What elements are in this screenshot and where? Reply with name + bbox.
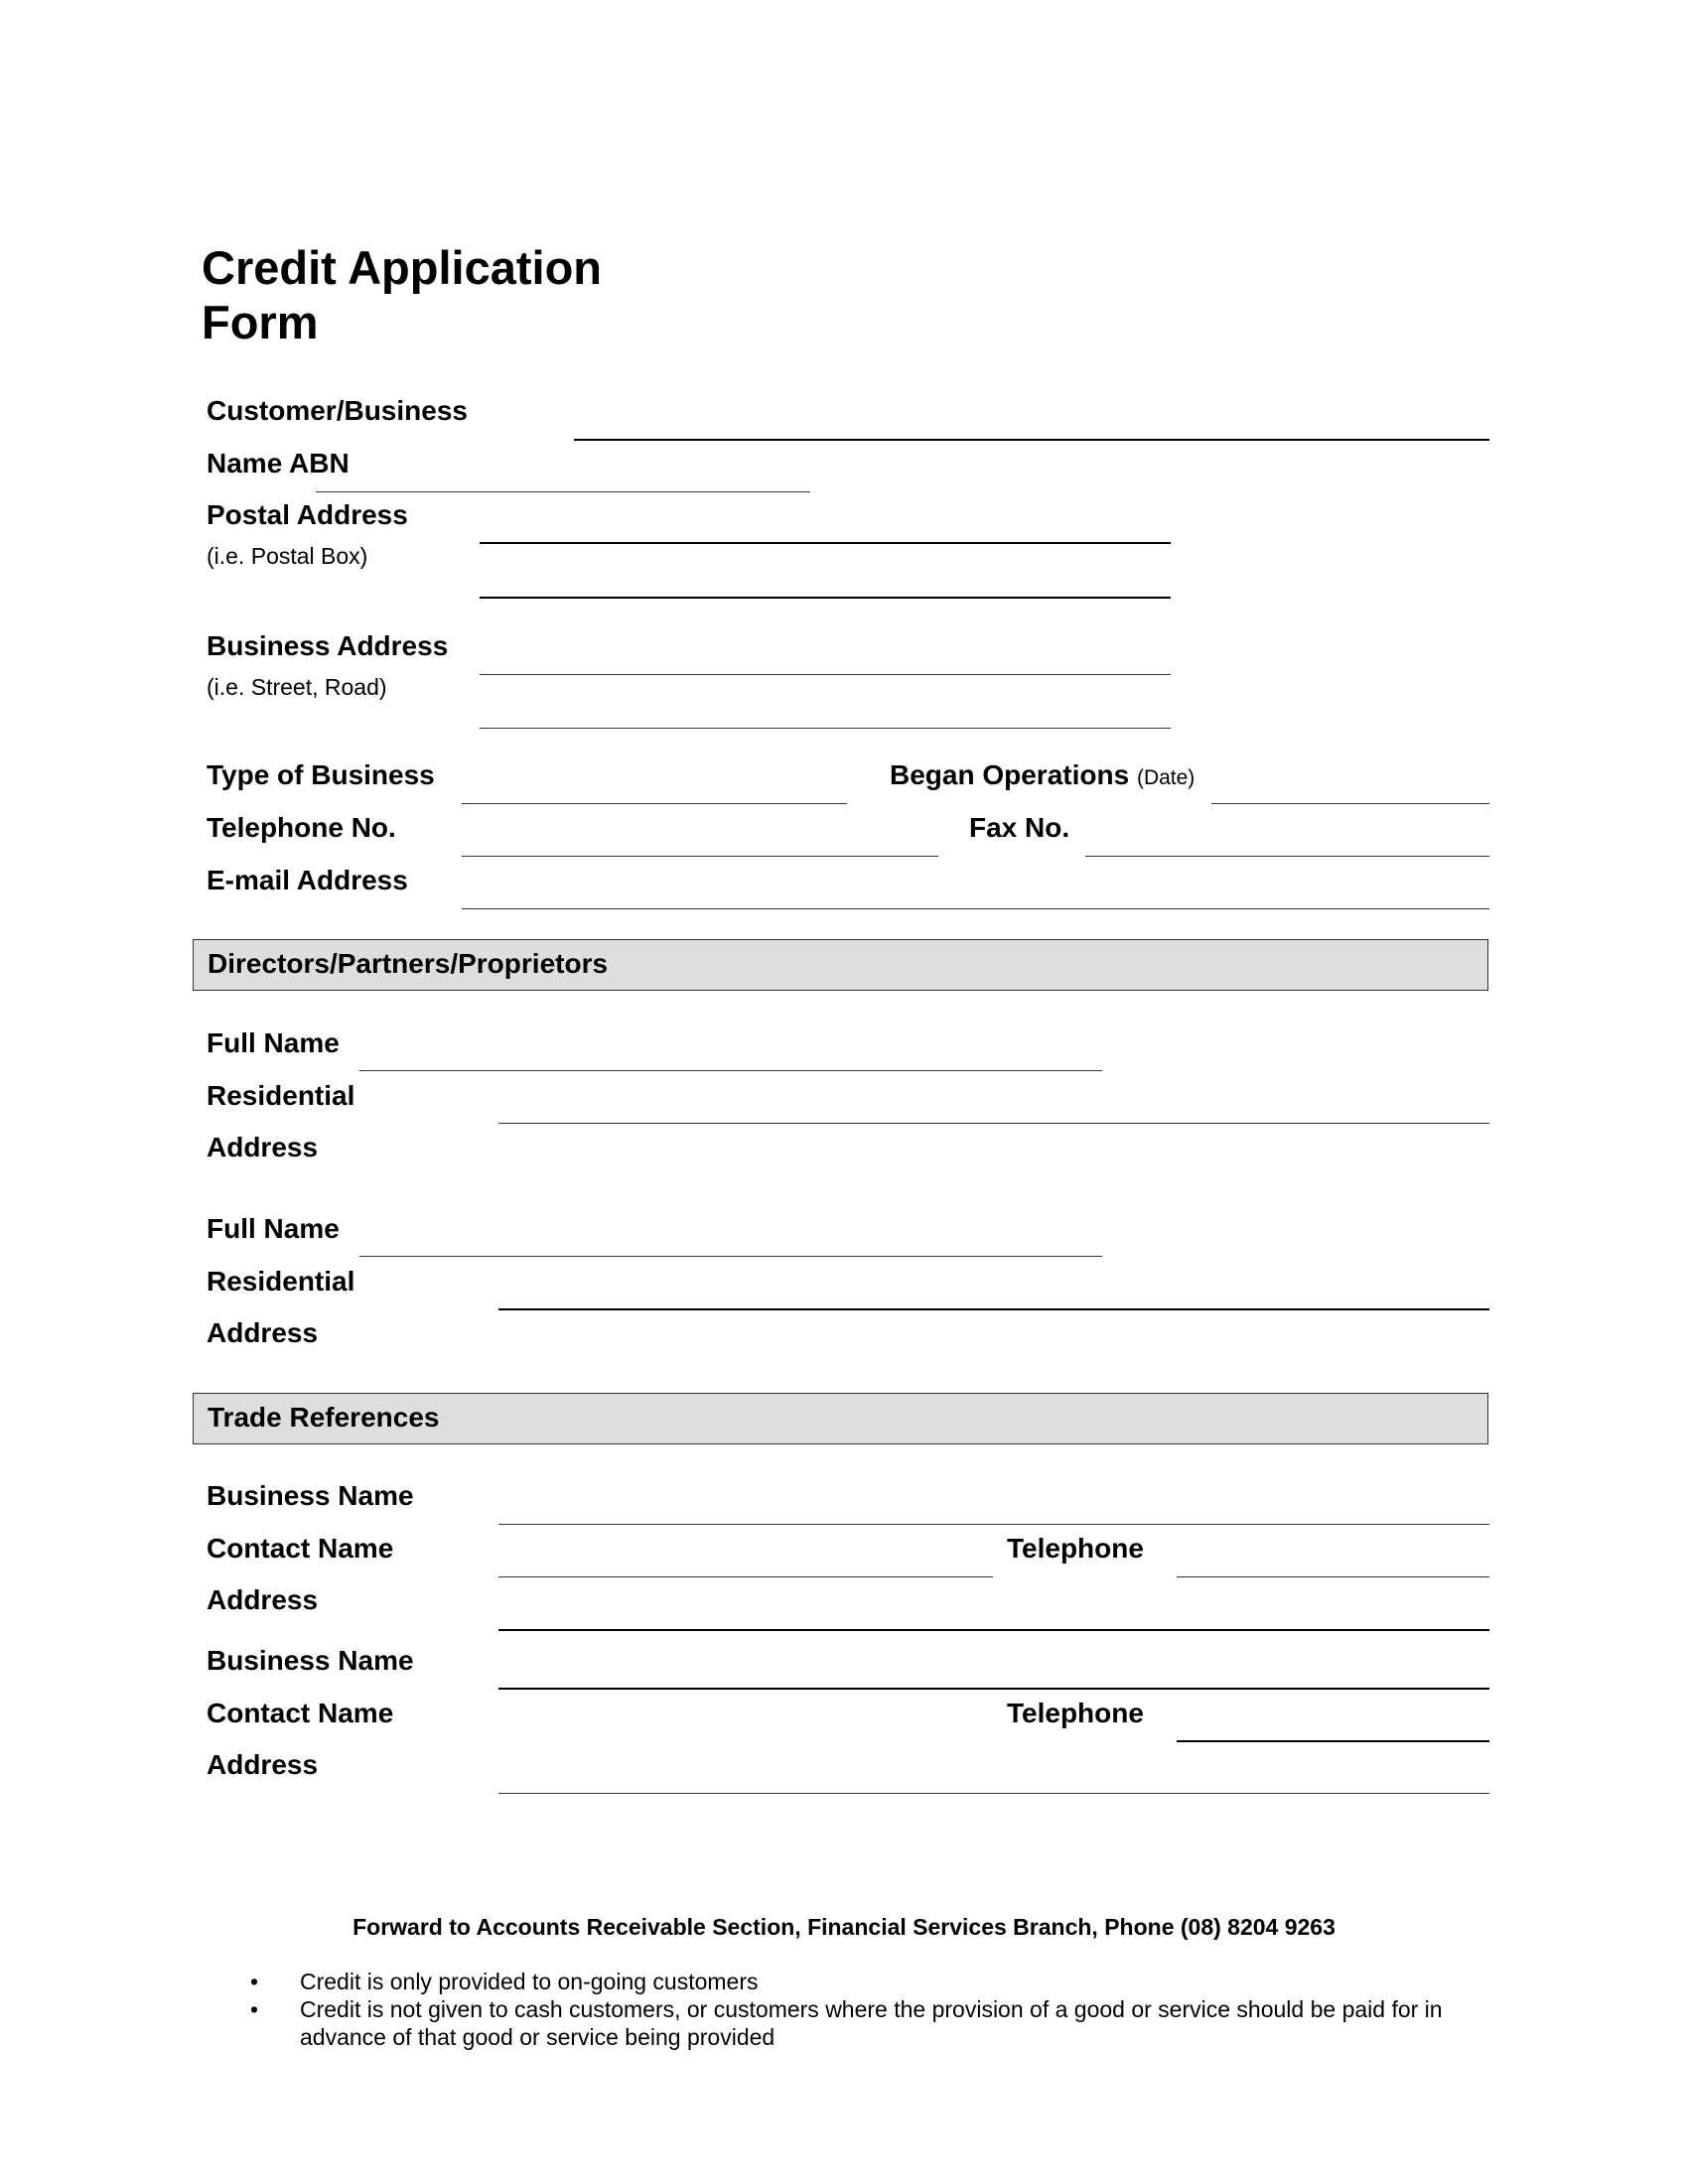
began-operations-field[interactable] [1211,803,1489,804]
ref-2-address-label: Address [207,1749,319,1780]
telephone-label: Telephone No. [207,812,396,843]
form-title [202,240,602,349]
ref-1-contact-name-label: Contact Name [207,1533,394,1564]
postal-address-field-1[interactable] [480,542,1171,544]
began-operations-label [890,759,1195,791]
director-1-full-name-label: Full Name [207,1027,340,1058]
customer-business-field[interactable] [574,439,1489,441]
telephone-field[interactable] [462,856,938,857]
trade-references-section-title: Trade References [208,1402,440,1433]
type-of-business-field[interactable] [462,803,847,804]
trade-references-section-header [193,1393,1488,1444]
ref-2-contact-name-label: Contact Name [207,1698,394,1728]
credit-condition-item [250,1995,1472,2051]
began-operations-text: Began Operations [890,759,1130,790]
bullet-icon: • [250,1996,259,2022]
email-field[interactable] [462,908,1489,909]
ref-2-telephone-label: Telephone [1007,1698,1144,1728]
director-2-full-name-field[interactable] [359,1256,1102,1257]
customer-business-label: Customer/Business [207,395,468,426]
credit-condition-text: Credit is only provided to on-going customers [300,1969,759,1994]
directors-section-title: Directors/Partners/Proprietors [208,948,609,979]
began-operations-date-hint: (Date) [1136,766,1196,789]
postal-address-label: Postal Address [207,499,408,530]
director-2-residential-label: Residential [207,1266,355,1297]
bullet-icon: • [250,1969,259,1994]
form-title-line2: Form [202,296,319,348]
name-abn-label: Name ABN [207,448,350,478]
ref-1-business-name-label: Business Name [207,1480,414,1511]
director-2-address-label: Address [207,1317,319,1348]
credit-conditions-list [250,1968,1472,2051]
ref-2-address-field[interactable] [498,1793,1489,1794]
directors-section-header [193,939,1488,991]
abn-field[interactable] [316,491,810,492]
director-1-address-field[interactable] [498,1123,1489,1124]
ref-1-telephone-label: Telephone [1007,1533,1144,1564]
ref-2-telephone-field[interactable] [1177,1740,1489,1742]
business-address-label: Business Address [207,630,449,661]
ref-1-telephone-field[interactable] [1177,1576,1489,1577]
director-1-residential-label: Residential [207,1080,355,1111]
ref-1-address-field[interactable] [498,1629,1489,1631]
director-2-full-name-label: Full Name [207,1213,340,1244]
director-1-address-label: Address [207,1132,319,1162]
credit-condition-item [250,1968,1472,1995]
business-address-hint: (i.e. Street, Road) [207,674,387,700]
fax-field[interactable] [1085,856,1489,857]
form-title-line1: Credit Application [202,241,602,294]
fax-label: Fax No. [969,812,1070,843]
postal-address-hint: (i.e. Postal Box) [207,543,368,569]
ref-2-business-name-field[interactable] [498,1688,1489,1690]
ref-1-business-name-field[interactable] [498,1524,1489,1525]
business-address-field-1[interactable] [480,674,1171,675]
business-address-field-2[interactable] [480,728,1171,729]
director-2-address-field[interactable] [498,1308,1489,1310]
postal-address-field-2[interactable] [480,597,1171,599]
ref-1-address-label: Address [207,1584,319,1615]
email-label: E-mail Address [207,865,408,895]
credit-condition-text: Credit is not given to cash customers, or customers where the provision of a good or service should be paid for in advance of that good or service being provided [300,1996,1443,2050]
ref-1-contact-name-field[interactable] [498,1576,993,1577]
director-1-full-name-field[interactable] [359,1070,1102,1071]
type-of-business-label: Type of Business [207,759,435,790]
ref-2-business-name-label: Business Name [207,1645,414,1676]
forward-instruction: Forward to Accounts Receivable Section, Financial Services Branch, Phone (08) 8204 9263 [352,1914,1336,1940]
